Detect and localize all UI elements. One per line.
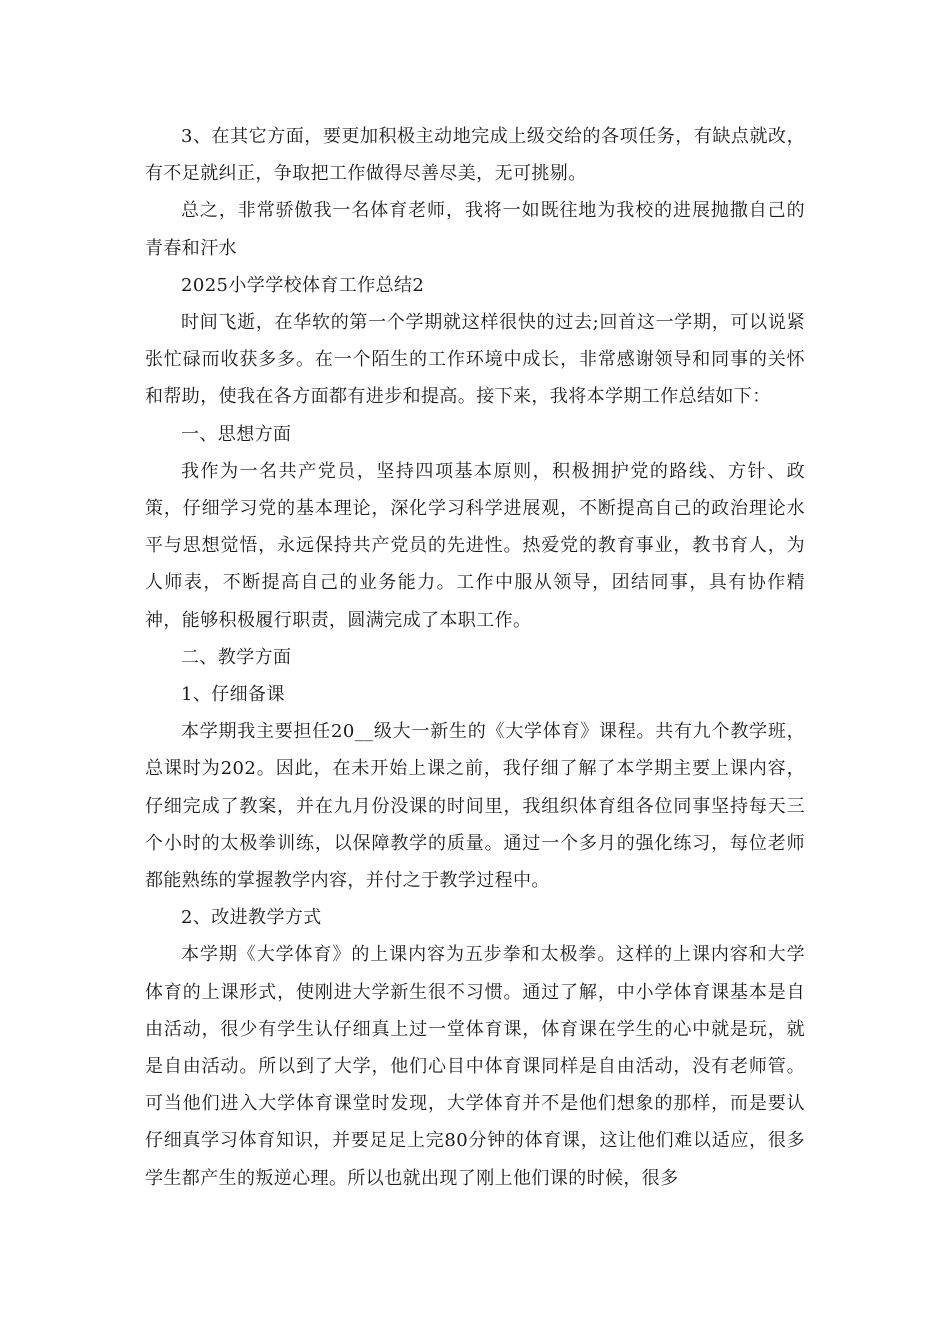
heading-teaching: 二、教学方面 <box>181 646 292 668</box>
paragraph-lesson-prep: 本学期我主要担任20__级大一新生的《大学体育》课程。共有九个教学班，总课时为202。因此，在未开始上课之前，我仔细了解了本学期主要上课内容，仔细完成了教案，并在九月份没课的时间里，我组织体育组各位同事坚持每天三个小时的太极拳训练，以保障教学的质量。通过一个多月的强化练习，每位老师都能熟练的掌握教学内容，并付之于教学过程中。 <box>145 721 805 892</box>
paragraph-other-aspects: 3、在其它方面，要更加积极主动地完成上级交给的各项任务，有缺点就改，有不足就纠正，争取把工作做得尽善尽美，无可挑剔。 <box>145 126 805 185</box>
heading-ideology: 一、思想方面 <box>181 423 292 445</box>
heading-lesson-prep: 1、仔细备课 <box>181 684 285 706</box>
document-page <box>145 118 805 1197</box>
paragraph-teaching-method: 本学期《大学体育》的上课内容为五步拳和太极拳。这样的上课内容和大学体育的上课形式，使刚进大学新生很不习惯。通过了解，中小学体育课基本是自由活动，很少有学生认仔细真上过一堂体育课，体育课在学生的心中就是玩，就是自由活动。所以到了大学，他们心目中体育课同样是自由活动，没有老师管。可当他们进入大学体育课堂时发现，大学体育并不是他们想象的那样，而是要认仔细真学习体育知识，并要足足上完80分钟的体育课，这让他们难以适应，很多学生都产生的叛逆心理。所以也就出现了刚上他们课的时候，很多 <box>145 944 805 1189</box>
paragraph-ideology: 我作为一名共产党员，坚持四项基本原则，积极拥护党的路线、方针、政策，仔细学习党的基本理论，深化学习科学进展观，不断提高自己的政治理论水平与思想觉悟，永远保持共产党员的先进性。热爱党的教育事业，教书育人，为人师表，不断提高自己的业务能力。工作中服从领导，团结同事，具有协作精神，能够积极履行职责，圆满完成了本职工作。 <box>145 460 805 631</box>
heading-teaching-method: 2、改进教学方式 <box>181 907 322 929</box>
paragraph-intro: 时间飞逝，在华软的第一个学期就这样很快的过去;回首这一学期，可以说紧张忙碌而收获多多。在一个陌生的工作环境中成长，非常感谢领导和同事的关怀和帮助，使我在各方面都有进步和提高。接下来，我将本学期工作总结如下： <box>145 312 805 408</box>
section-title-summary-2: 2025小学学校体育工作总结2 <box>181 274 425 296</box>
paragraph-conclusion: 总之，非常骄傲我一名体育老师，我将一如既往地为我校的进展抛撒自己的青春和汗水 <box>145 200 805 259</box>
